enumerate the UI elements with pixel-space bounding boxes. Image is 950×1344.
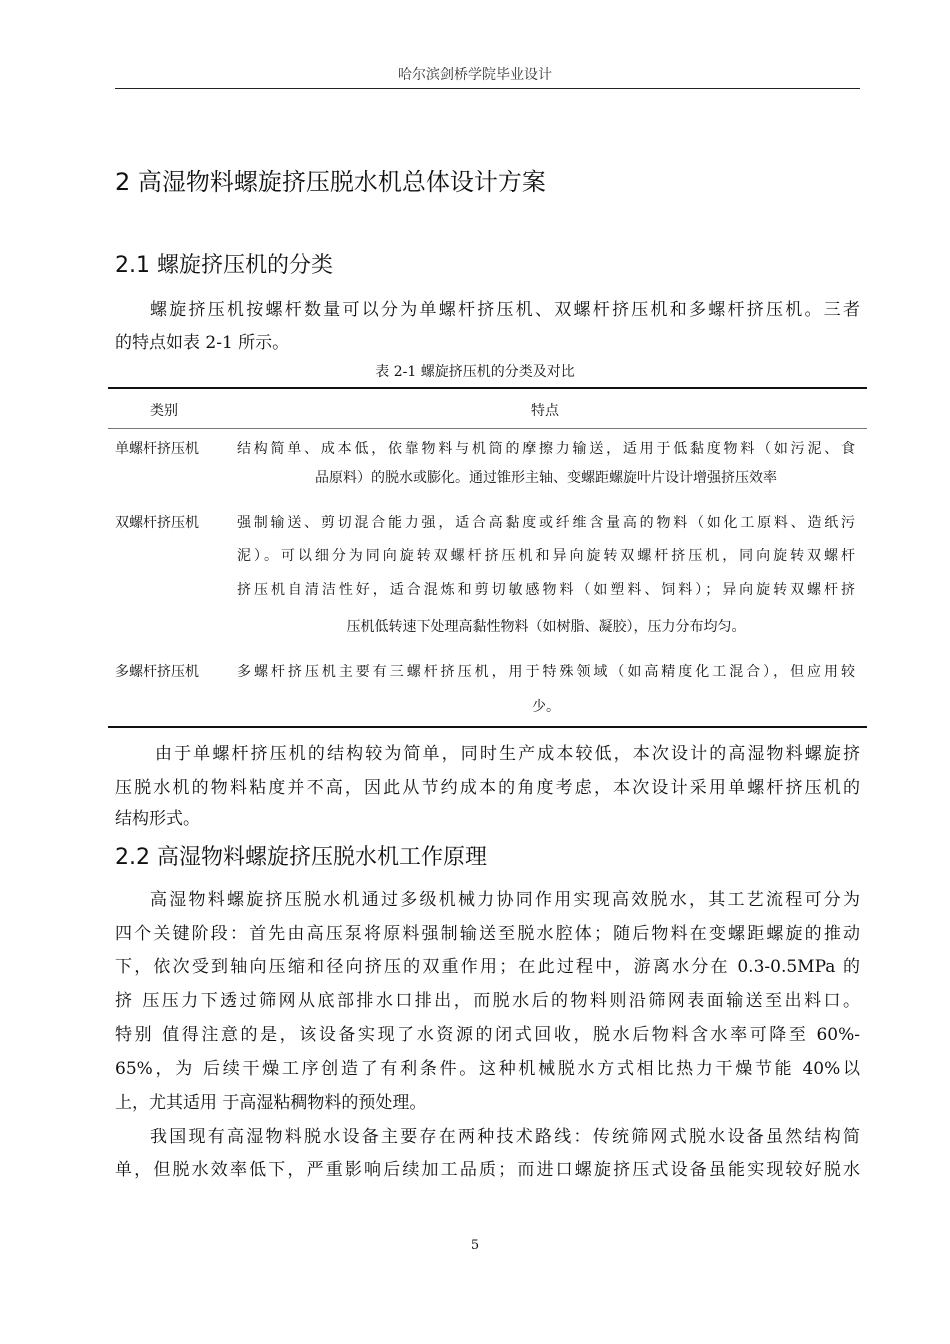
row-feature-line: 泥）。可以细分为同向旋转双螺杆挤压机和异向旋转双螺杆挤压机，同向旋转双螺杆 xyxy=(237,548,855,564)
paragraph-line: 下，依次受到轴向压缩和径向挤压的双重作用；在此过程中，游离水分在 0.3-0.5MPa 的 xyxy=(115,957,860,977)
row-feature-line: 压机低转速下处理高黏性物料（如树脂、凝胶），压力分布均匀。 xyxy=(346,619,746,635)
paragraph-line: 由于单螺杆挤压机的结构较为简单，同时生产成本较低，本次设计的高湿物料螺旋挤 xyxy=(155,744,860,764)
section-heading-2-1: 2.1 螺旋挤压机的分类 xyxy=(115,253,333,278)
paragraph-line: 挤 压压力下透过筛网从底部排水口排出，而脱水后的物料则沿筛网表面输送至出料口。 xyxy=(115,991,860,1011)
section-heading-2-2: 2.2 高湿物料螺旋挤压脱水机工作原理 xyxy=(115,845,487,870)
paragraph-line: 我国现有高湿物料脱水设备主要存在两种技术路线：传统筛网式脱水设备虽然结构简 xyxy=(150,1127,860,1147)
paragraph-line: 高湿物料螺旋挤压脱水机通过多级机械力协同作用实现高效脱水，其工艺流程可分为 xyxy=(150,890,860,910)
row-feature-line: 挤压机自清洁性好，适合混炼和剪切敏感物料（如塑料、饲料）；异向旋转双螺杆挤 xyxy=(237,582,855,598)
paragraph-line: 结构形式。 xyxy=(115,809,200,829)
row-feature-line: 强制输送、剪切混合能力强，适合高黏度或纤维含量高的物料（如化工原料、造纸污 xyxy=(237,515,855,531)
chapter-title: 2 高湿物料螺旋挤压脱水机总体设计方案 xyxy=(115,168,546,196)
row-feature-line: 多螺杆挤压机主要有三螺杆挤压机，用于特殊领域（如高精度化工混合），但应用较 xyxy=(237,664,855,680)
table-header-type: 类别 xyxy=(150,403,178,419)
row-feature-line: 品原料）的脱水或膨化。通过锥形主轴、变螺距螺旋叶片设计增强挤压效率 xyxy=(315,470,777,486)
table-caption: 表 2-1 螺旋挤压机的分类及对比 xyxy=(375,364,575,380)
paragraph-line: 65%，为 后续干燥工序创造了有利条件。这种机械脱水方式相比热力干燥节能 40%以 xyxy=(115,1059,860,1079)
header-rule xyxy=(115,88,860,89)
paragraph-line: 上，尤其适用 于高湿粘稠物料的预处理。 xyxy=(115,1093,427,1113)
row-type: 多螺杆挤压机 xyxy=(115,664,199,680)
table-top-rule xyxy=(108,387,867,389)
paragraph-line: 单，但脱水效率低下，严重影响后续加工品质；而进口螺旋挤压式设备虽能实现较好脱水 xyxy=(115,1160,860,1180)
paragraph-line: 螺旋挤压机按螺杆数量可以分为单螺杆挤压机、双螺杆挤压机和多螺杆挤压机。三者 xyxy=(150,300,860,320)
row-feature-line: 少。 xyxy=(532,699,560,715)
row-feature-line: 结构简单、成本低，依靠物料与机筒的摩擦力输送，适用于低黏度物料（如污泥、食 xyxy=(237,441,855,457)
paragraph-line: 的特点如表 2-1 所示。 xyxy=(115,333,290,353)
paragraph-line: 特别 值得注意的是，该设备实现了水资源的闭式回收，脱水后物料含水率可降至 60%- xyxy=(115,1025,860,1045)
paragraph-line: 压脱水机的物料粘度并不高，因此从节约成本的角度考虑，本次设计采用单螺杆挤压机的 xyxy=(115,778,860,798)
table-header-features: 特点 xyxy=(531,403,559,419)
table-header-rule xyxy=(108,428,867,429)
row-type: 单螺杆挤压机 xyxy=(115,441,199,457)
row-type: 双螺杆挤压机 xyxy=(115,515,199,531)
page-header: 哈尔滨剑桥学院毕业设计 xyxy=(398,67,552,83)
paragraph-line: 四个关键阶段：首先由高压泵将原料强制输送至脱水腔体；随后物料在变螺距螺旋的推动 xyxy=(115,924,860,944)
page-number: 5 xyxy=(470,1238,480,1253)
table-bottom-rule xyxy=(108,726,867,728)
